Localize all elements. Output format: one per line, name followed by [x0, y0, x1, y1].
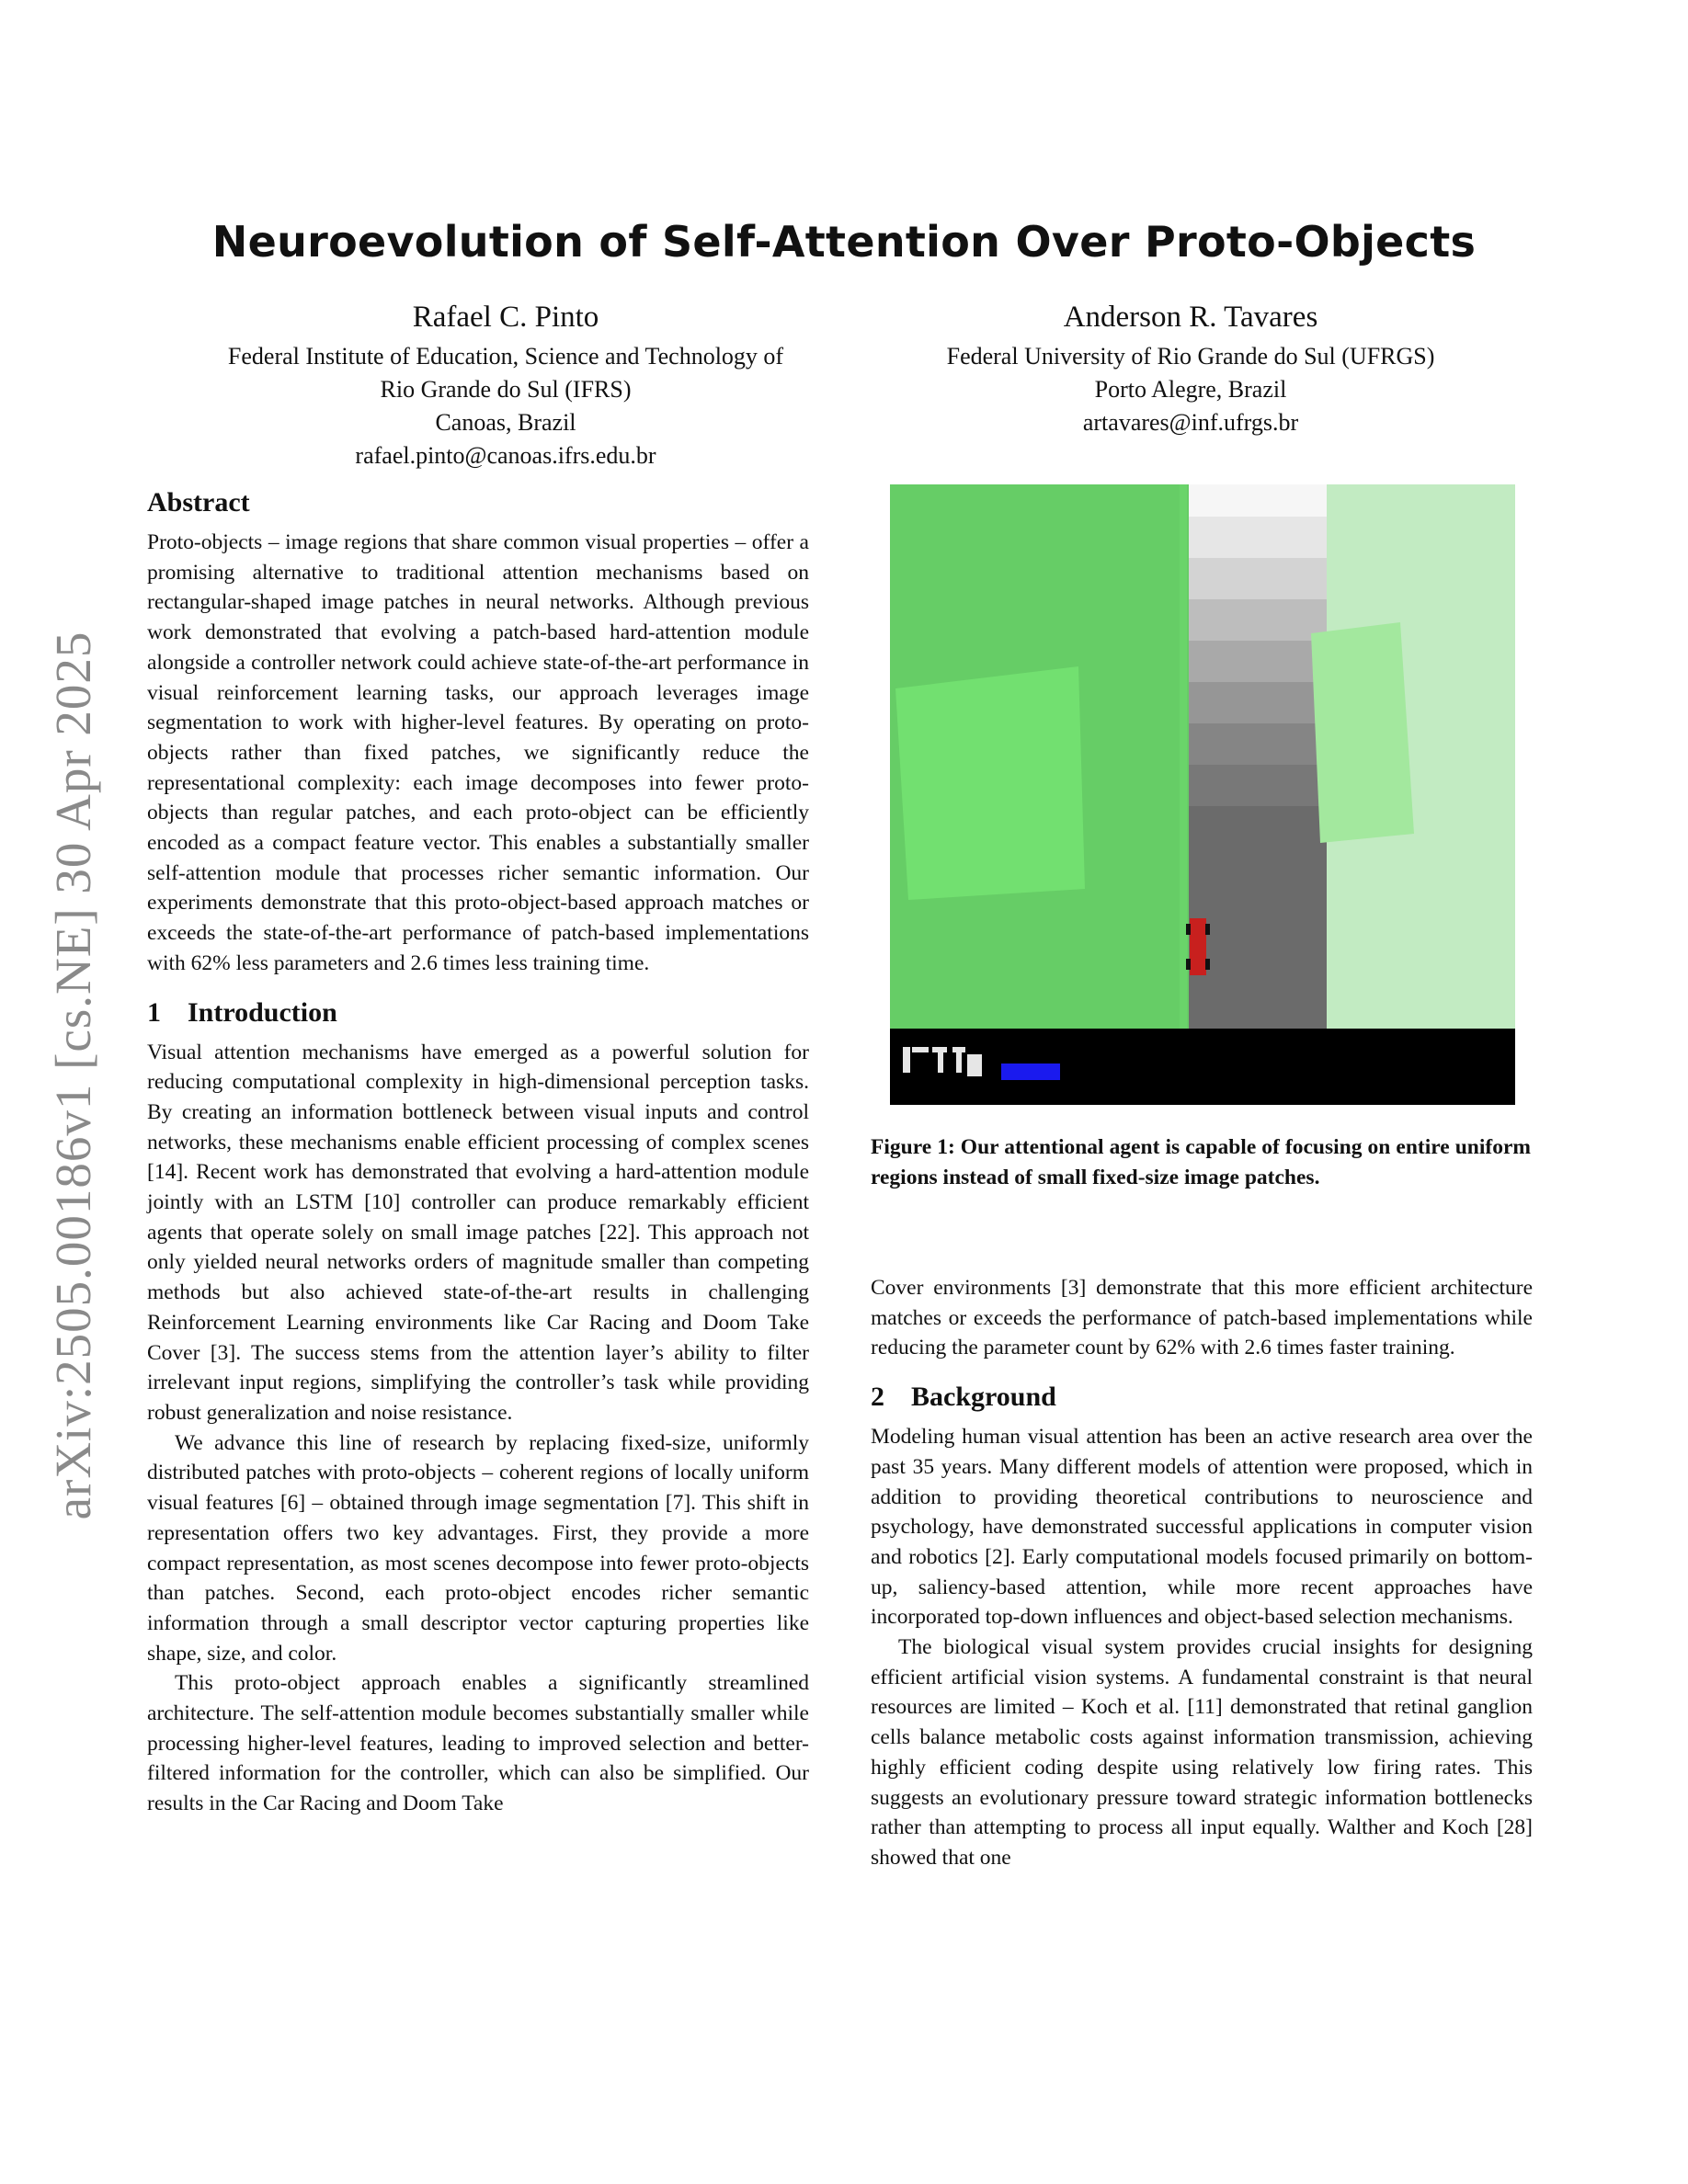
paper-title: Neuroevolution of Self-Attention Over Proto-Objects: [211, 217, 1477, 267]
paragraph: Visual attention mechanisms have emerged as a powerful solution for reducing computational complexity in high-dimensional perception tasks. By creating an information bottleneck between visual inputs and control networks, these mechanisms enable efficient processing of complex scenes [14]. Recent work has demonstrated that evolving a hard-attention module jointly with an LSTM [10] controller can produce remarkably efficient agents that operate solely on small image patches [22]. This approach not only yielded neural networks orders of magnitude smaller than competing methods but also achieved state-of-the-art results in challenging Reinforcement Learning environments like Car Racing and Doom Take Cover [3]. The success stems from the attention layer’s ability to filter irrelevant input regions, simplifying the controller’s task while providing robust generalization and noise resistance.: [147, 1040, 809, 1425]
paragraph: Cover environments [3] demonstrate that this more efficient architecture matches or exceeds the performance of patch-based implementations while reducing the parameter count by 62% with 2.6 times faster training.: [871, 1276, 1533, 1360]
paragraph: We advance this line of research by replacing fixed-size, uniformly distributed patches with proto-objects – coherent regions of locally uniform visual features [6] – obtained through image segmentation [7]. This shift in representation offers two key advantages. First, they provide a more compact representation, as most scenes decompose into fewer proto-objects than patches. Second, each proto-object encodes richer semantic information through a small descriptor vector capturing properties like shape, size, and color.: [147, 1430, 809, 1666]
author-affiliation: Federal Institute of Education, Science and Technology of: [227, 343, 784, 370]
author-block-2: [878, 296, 1503, 439]
car-racing-frame-image: [890, 484, 1515, 1105]
figure-1-caption: Figure 1: Our attentional agent is capable of focusing on entire uniform regions instead of small fixed-size image patches.: [871, 1135, 1531, 1189]
hud-bar: [890, 1029, 1515, 1105]
road-top-light: [1189, 484, 1327, 517]
author-name: Rafael C. Pinto: [412, 301, 599, 334]
road-edge: [1180, 484, 1187, 1029]
arxiv-side-stamp: [46, 588, 101, 1563]
right-column: [871, 1273, 1533, 1873]
section-number: 1: [147, 996, 161, 1028]
abstract-heading: Abstract: [147, 487, 250, 518]
arxiv-identifier: arXiv:2505.00186v1 [cs.NE] 30 Apr 2025: [45, 631, 101, 1520]
paragraph: This proto-object approach enables a significantly streamlined architecture. The self-attention module becomes substantially smaller while processing higher-level features, leading to improved selection and better-filtered information for the controller, which can also be simplified. Our results in the Car Racing and Doom Take: [147, 1671, 809, 1816]
author-block-1: [175, 296, 837, 472]
road: [1189, 806, 1327, 1029]
author-location: Canoas, Brazil: [435, 409, 576, 436]
section-heading-introduction: [147, 994, 809, 1032]
section-number: 2: [871, 1382, 884, 1413]
author-email: rafael.pinto@canoas.ifrs.edu.br: [355, 442, 656, 469]
paragraph: The biological visual system provides crucial insights for designing efficient artificial vision systems. A fundamental constraint is that neural resources are limited – Koch et al. [11] demonstrated that retinal ganglion cells balance metabolic costs against information transmission, achieving highly efficient coding despite using relatively low firing rates. This suggests an evolutionary pressure toward strategic information bottlenecks rather than attempting to process all input equally. Walther and Koch [28] showed that one: [871, 1635, 1533, 1870]
hud-speed-bar: [1001, 1064, 1060, 1080]
paragraph: Modeling human visual attention has been an active research area over the past 35 years. Many different models of attention were proposed, which in addition to providing theoretical contributions to neuroscience and psychology, have demonstrated successful applications in computer vision and robotics [2]. Early computational models focused primarily on bottom-up, saliency-based attention, while more recent approaches have incorporated top-down influences and object-based selection mechanisms.: [871, 1425, 1533, 1630]
section-title: Background: [911, 1382, 1056, 1413]
author-location: Porto Alegre, Brazil: [1094, 376, 1287, 403]
author-affiliation: Federal University of Rio Grande do Sul (UFRGS): [946, 343, 1435, 370]
left-column: [147, 483, 809, 1819]
grass-left-patch: [895, 666, 1085, 900]
author-email: artavares@inf.ufrgs.br: [1082, 409, 1299, 436]
abstract-text: Proto-objects – image regions that share common visual properties – offer a promising alternative to traditional attention mechanisms based on rectangular-shaped image patches in neural networks. Although previous work demonstrated that evolving a patch-based hard-attention module alongside a controller network could achieve state-of-the-art performance in visual reinforcement learning tasks, our approach leverages image segmentation to work with higher-level features. By operating on proto-objects rather than fixed patches, we significantly reduce the representational complexity: each image decomposes into fewer proto-objects than regular patches, and each proto-object can be efficiently encoded as a compact feature vector. This enables a substantially smaller self-attention module that processes richer semantic information. Our experiments demonstrate that this proto-object-based approach matches or exceeds the state-of-the-art performance of patch-based implementations with 62% less parameters and 2.6 times less training time.: [147, 530, 809, 975]
grass-right-patch: [1311, 622, 1414, 843]
figure-1: [890, 484, 1515, 1105]
author-name: Anderson R. Tavares: [1063, 301, 1318, 334]
author-affiliation: Rio Grande do Sul (IFRS): [380, 376, 632, 403]
section-heading-background: [871, 1378, 1533, 1416]
section-title: Introduction: [188, 996, 337, 1028]
